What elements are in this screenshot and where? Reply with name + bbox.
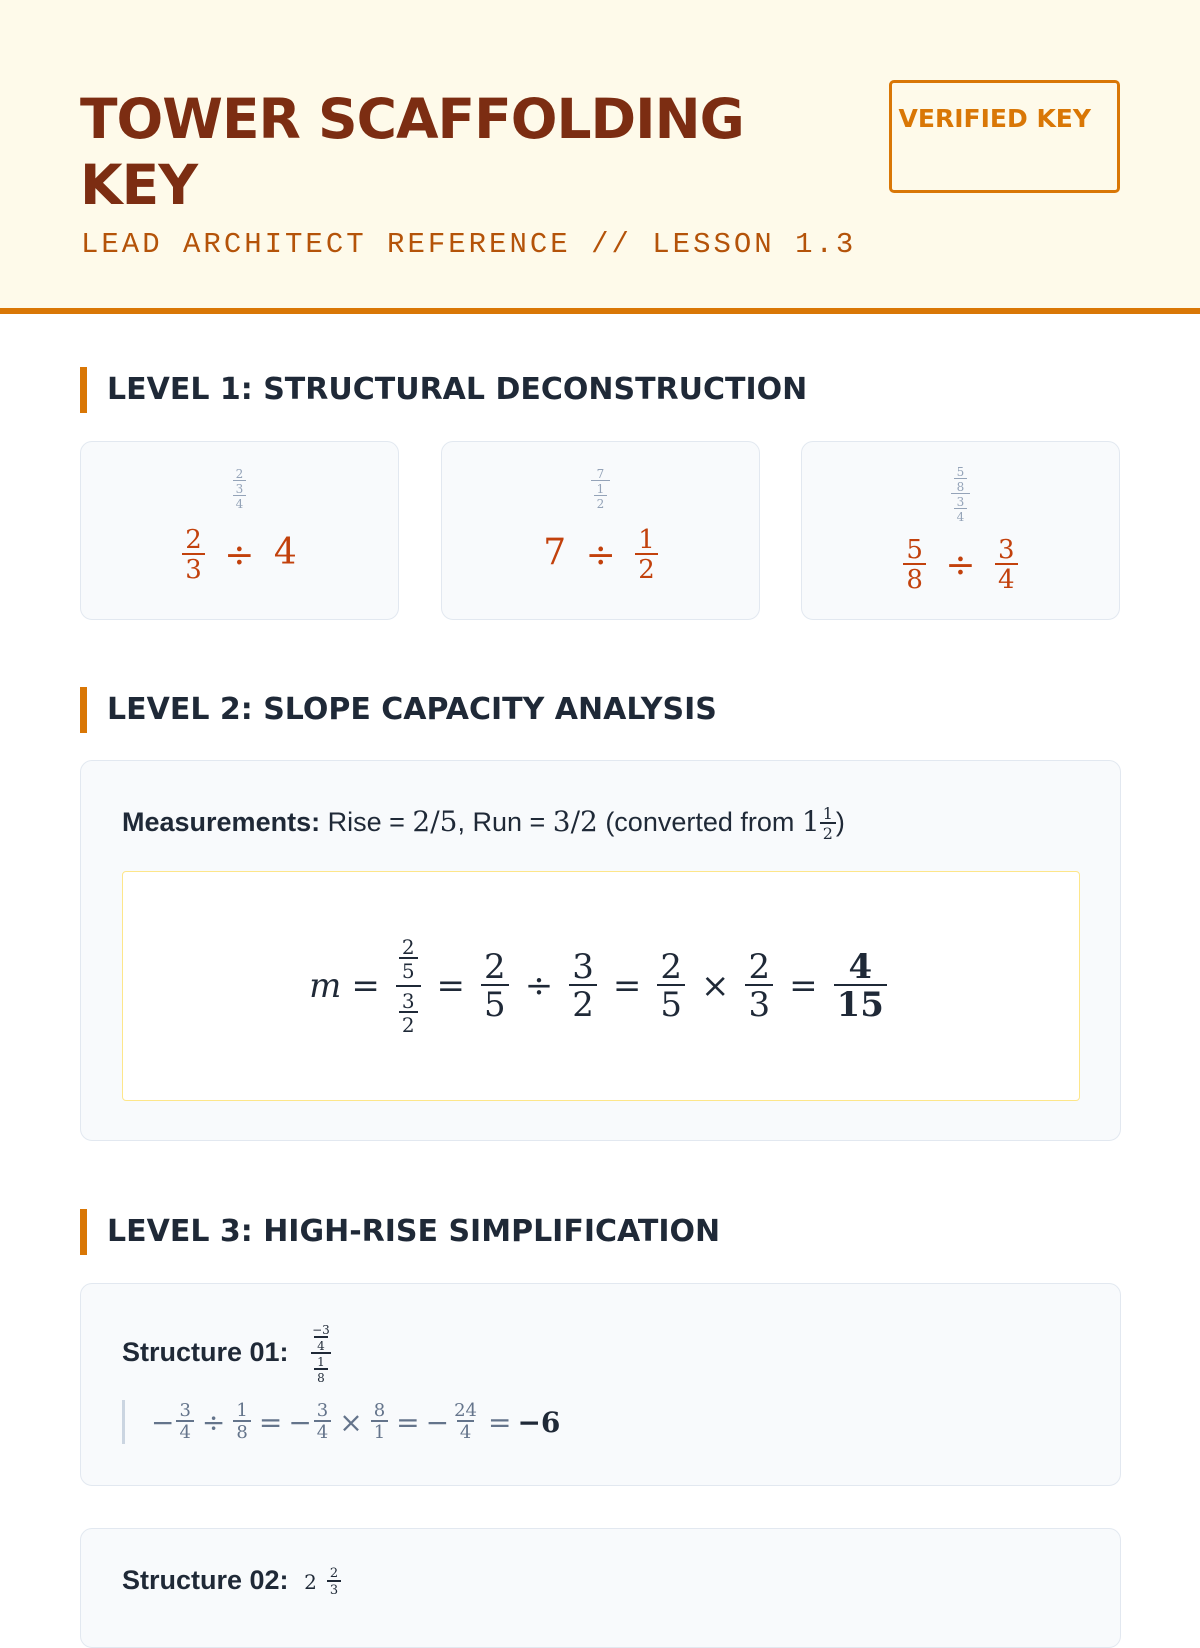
problem-3-equation: $\frac{5}{8}$ ÷ $\frac{3}{4}$	[802, 537, 1119, 593]
verified-badge: VERIFIED KEY	[889, 80, 1120, 193]
section-title-level-3: LEVEL 3: HIGH-RISE SIMPLIFICATION	[80, 1209, 720, 1255]
rise-value: 2/5	[412, 805, 458, 838]
slope-result: $\frac{4}{15}$	[834, 950, 887, 1022]
problem-1-stacked: $\frac{\frac{2}{3}}{4}$	[81, 468, 398, 510]
structure-card-2	[80, 1528, 1121, 1648]
problem-card-3	[801, 441, 1120, 620]
structure-card-1	[80, 1283, 1121, 1486]
structure-1-expression: $\frac{\frac{-3}{4}}{\frac{1}{8}}$	[312, 1323, 330, 1385]
problem-2-equation: 7 ÷ $\frac{1}{2}$	[442, 527, 759, 583]
section-title-level-1: LEVEL 1: STRUCTURAL DECONSTRUCTION	[80, 367, 807, 413]
measurements-label: Measurements:	[122, 807, 321, 837]
problem-3-stacked: $\frac{\frac{5}{8}}{\frac{3}{4}}$	[802, 466, 1119, 523]
structure-1-label: Structure 01: $\frac{\frac{-3}{4}}{\frac{1}{8}}$	[122, 1324, 336, 1384]
problem-1-equation: $\frac{2}{3}$ ÷ 4	[81, 527, 398, 583]
slope-card	[80, 760, 1121, 1141]
problem-card-1	[80, 441, 399, 620]
page-subtitle: LEAD ARCHITECT REFERENCE // LESSON 1.3	[81, 228, 857, 261]
section-title-level-2: LEVEL 2: SLOPE CAPACITY ANALYSIS	[80, 687, 717, 733]
structure-1-answer: −6	[517, 1405, 561, 1439]
problem-2-stacked: $\frac{7}{\frac{1}{2}}$	[442, 468, 759, 510]
header	[0, 0, 1200, 314]
measurements-line: Measurements: Rise = 2/5, Run = 3/2 (converted from 1 $\frac{1}{2}$ )	[122, 803, 845, 843]
run-value: 3/2	[552, 805, 598, 838]
page-title: TOWER SCAFFOLDING KEY	[80, 87, 744, 217]
slope-calculation: m = $\frac{\frac{2}{5}}{\frac{3}{2}}$ = $\frac{2}{5}$ ÷ $\frac{3}{2}$ = $\frac{2}{5}$ × $\frac{2}{3}$ = $\frac{4}{15}$	[122, 871, 1080, 1101]
problem-card-2	[441, 441, 760, 620]
structure-1-solution: − $\frac{3}{4}$ ÷ $\frac{1}{8}$ = − $\frac{3}{4}$ × $\frac{8}{1}$ = − $\frac{24}{4}$ = −6	[122, 1400, 560, 1444]
structure-2-label: Structure 02: 2 $\frac{2}{3}$	[122, 1565, 341, 1597]
